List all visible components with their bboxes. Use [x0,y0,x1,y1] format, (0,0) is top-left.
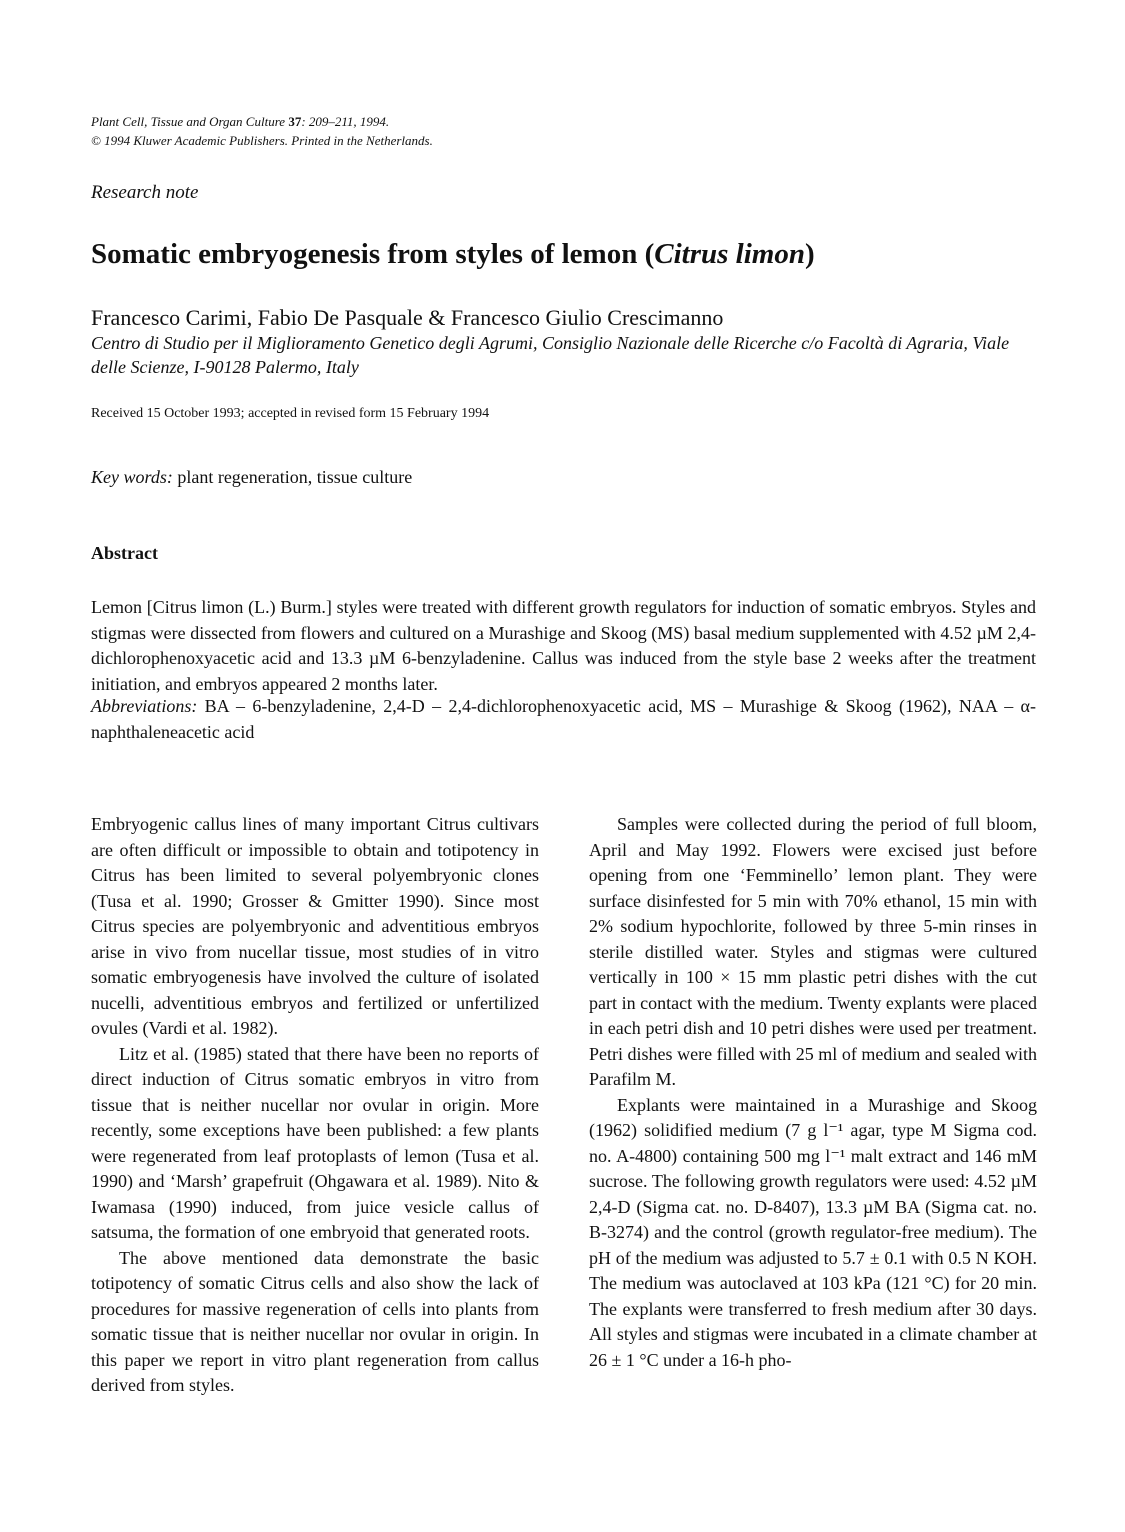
paper-title [91,236,815,272]
body-column-right [589,812,1037,1373]
body-column-left [91,812,539,1399]
author-list: Francesco Carimi, Fabio De Pasquale & Francesco Giulio Crescimanno [91,305,724,330]
title-main: Somatic embryogenesis from styles of lemon ( [91,238,655,270]
abbreviations-text: BA – 6-benzyladenine, 2,4-D – 2,4-dichlorophenoxyacetic acid, MS – Murashige & Skoog (1962), NAA – α-naphthaleneacetic acid [91,696,1036,742]
received-dates: Received 15 October 1993; accepted in revised form 15 February 1994 [91,406,490,421]
abbreviations-label: Abbreviations: [91,696,198,716]
title-close: ) [804,238,815,270]
journal-header [91,112,433,150]
title-species: Citrus limon [654,238,805,270]
body-paragraph: Explants were maintained in a Murashige and Skoog (1962) solidified medium (7 g l⁻¹ agar, type M Sigma cod. no. A-4800) containing 500 mg l⁻¹ malt extract and 146 mM sucrose. The following growth regulators were used: 4.52 µM 2,4-D (Sigma cat. no. D-8407), 13.3 µM BA (Sigma cat. no. B-3274) and the control (growth regulator-free medium). The pH of the medium was adjusted to 5.7 ± 0.1 with 0.5 N KOH. The medium was autoclaved at 103 kPa (121 °C) for 20 min. The explants were transferred to fresh medium after 30 days. All styles and stigmas were incubated in a climate chamber at 26 ± 1 °C under a 16-h pho- [589,1094,1037,1370]
journal-volume: 37 [288,114,302,129]
keywords-text: plant regeneration, tissue culture [172,467,413,487]
journal-name: Plant Cell, Tissue and Organ Culture [91,114,286,129]
affiliation: Centro di Studio per il Miglioramento Genetico degli Agrumi, Consiglio Nazionale delle Ricerche c/o Facoltà di Agraria, Viale delle Scienze, I-90128 Palermo, Italy [91,333,1010,377]
body-paragraph: The above mentioned data demonstrate the basic totipotency of somatic Citrus cells and also show the lack of procedures for massive regeneration of cells into plants from somatic tissue that is neither nucellar nor ovular in origin. In this paper we report in vitro plant regeneration from callus derived from styles. [91,1247,539,1395]
abstract-text: Lemon [Citrus limon (L.) Burm.] styles were treated with different growth regulators for induction of somatic embryos. Styles and stigmas were dissected from flowers and cultured on a Murashige and Skoog (MS) basal medium supplemented with 4.52 µM 2,4-dichlorophenoxyacetic acid and 13.3 µM 6-benzyladenine. Callus was induced from the style base 2 weeks after the treatment initiation, and embryos appeared 2 months later. [91,597,1036,694]
journal-citation [91,112,433,131]
body-paragraph: Embryogenic callus lines of many important Citrus cultivars are often difficult or impossible to obtain and totipotency in Citrus has been limited to several polyembryonic clones (Tusa et al. 1990; Grosser & Gmitter 1990). Since most Citrus species are polyembryonic and adventitious embryos arise in vivo from nucellar tissue, most studies of in vitro somatic embryogenesis have involved the culture of isolated nucelli, adventitious embryos and fertilized or unfertilized ovules (Vardi et al. 1982). [91,814,539,1038]
keywords-label: Key words: [91,467,173,487]
body-paragraph: Samples were collected during the period of full bloom, April and May 1992. Flowers were excised just before opening from one ‘Femminello’ lemon plant. They were surface disinfested for 5 min with 70% ethanol, 15 min with 2% sodium hypochlorite, followed by three 5-min rinses in sterile distilled water. Styles and stigmas were cultured vertically in 100 × 15 mm plastic petri dishes with the cut part in contact with the medium. Twenty explants were placed in each petri dish and 10 petri dishes were used per treatment. Petri dishes were filled with 25 ml of medium and sealed with Parafilm M. [589,814,1037,1089]
keywords [91,467,412,488]
journal-pages-year: : 209–211, 1994. [301,114,390,129]
journal-copyright: © 1994 Kluwer Academic Publishers. Printed in the Netherlands. [91,133,433,148]
body-paragraph: Litz et al. (1985) stated that there have been no reports of direct induction of Citrus somatic embryos in vitro from tissue that is neither nucellar nor ovular in origin. More recently, some exceptions have been published: a few plants were regenerated from leaf protoplasts of lemon (Tusa et al. 1990) and ‘Marsh’ grapefruit (Ohgawara et al. 1989). Nito & Iwamasa (1990) induced, from juice vesicle callus of satsuma, the formation of one embryoid that generated roots. [91,1043,539,1242]
abstract-heading: Abstract [91,543,158,563]
abbreviations [91,694,1036,745]
article-type: Research note [91,182,199,203]
